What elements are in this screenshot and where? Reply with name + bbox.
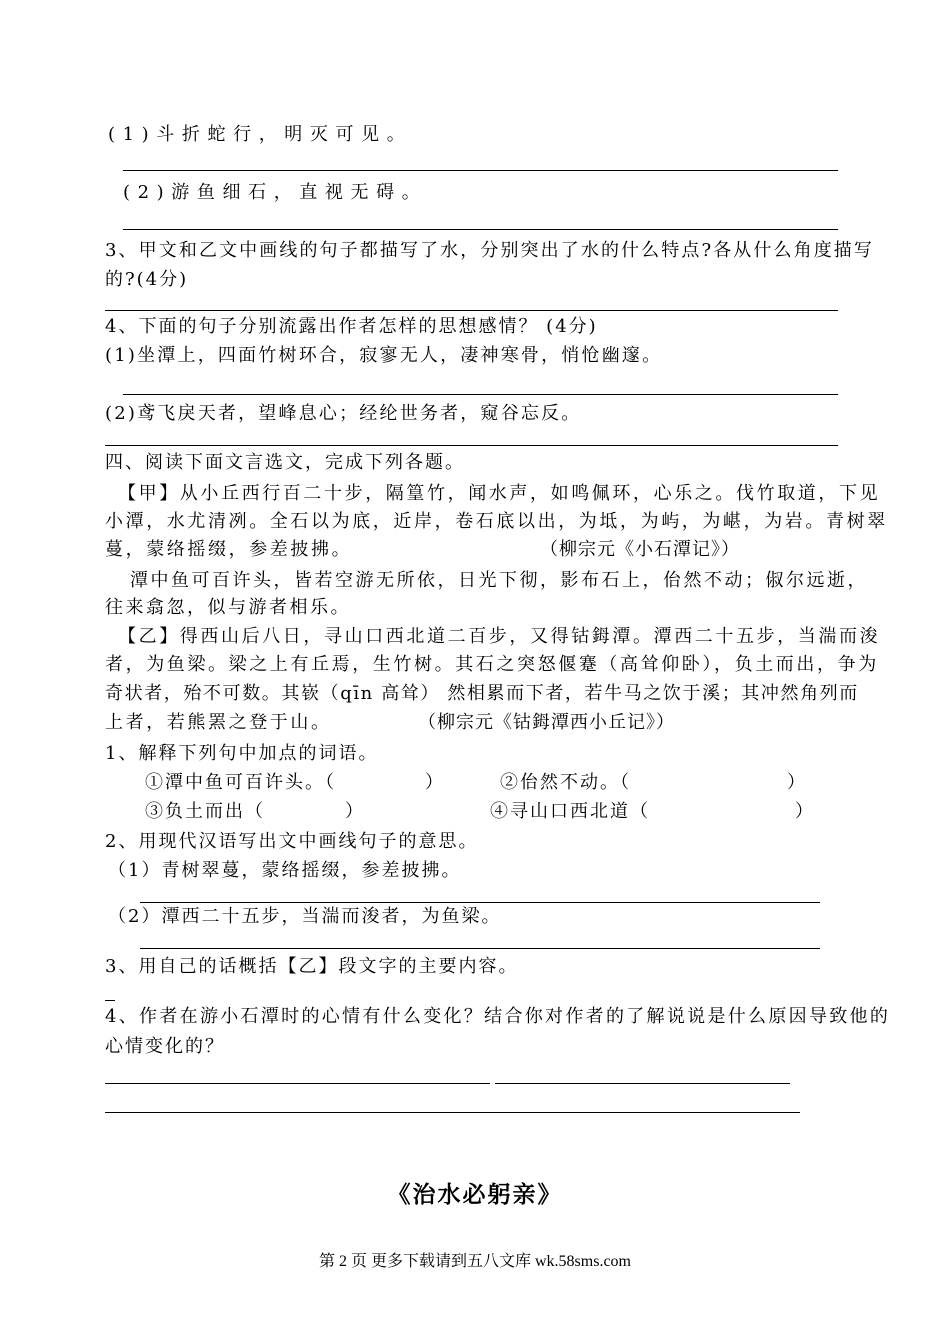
q1-item-2: ②佁然不动。（ [500,772,631,793]
answer-line[interactable] [140,902,820,903]
passage-jia-source: （柳宗元《小石潭记》） [540,539,740,560]
q1-blank-close[interactable]: ） [425,772,451,793]
passage-jia-line: 【甲】从小丘西行百二十步，隔篁竹，闻水声，如鸣佩环，心乐之。伐竹取道，下见 [118,483,881,504]
answer-line[interactable] [495,1083,790,1084]
answer-line[interactable] [105,1112,800,1113]
passage-yi-line: 【乙】得西山后八日，寻山口西北道二百步，又得钴鉧潭。潭西二十五步，当湍而浚 [118,626,881,647]
answer-dash [105,1000,115,1001]
prev-q2-item2: (2)游鱼细石，直视无碍。 [123,182,428,203]
question-1: 1、解释下列句中加点的词语。 [105,743,379,764]
page-footer: 第 2 页 更多下载请到五八文库 wk.58sms.com [318,1253,631,1270]
answer-line[interactable] [123,170,838,171]
q1-item-4: ④寻山口西北道（ [490,801,650,822]
answer-line[interactable] [123,394,838,395]
q1-item-3: ③负土而出（ [145,801,265,822]
passage-jia-line: 潭中鱼可百许头，皆若空游无所依，日光下彻，影布石上，佁然不动；俶尔远逝， [130,570,868,591]
q1-blank-close[interactable]: ） [795,801,821,822]
next-section-title: 《治水必躬亲》 [387,1181,563,1208]
passage-jia-line: 往来翕忽，似与游者相乐。 [105,597,351,618]
question-4-line2: 心情变化的？ [105,1036,225,1057]
q2-item-2: （2）潭西二十五步，当湍而浚者，为鱼梁。 [108,906,502,927]
passage-jia-line: 蔓，蒙络摇缀，参差披拂。 [105,539,353,560]
q2-item-1: （1）青树翠蔓，蒙络摇缀，参差披拂。 [108,860,462,881]
answer-line[interactable] [105,445,838,446]
answer-line[interactable] [105,1083,490,1084]
passage-yi-line: 奇状者，殆不可数。其嵚（qīn 高耸） 然相累而下者，若牛马之饮于溪；其冲然角列而 [105,683,859,704]
passage-jia-line: 小潭，水尤清冽。全石以为底，近岸，卷石底以出，为坻，为屿，为嵁，为岩。青树翠 [105,511,888,532]
passage-yi-source: （柳宗元《钴鉧潭西小丘记》） [418,712,675,733]
answer-line[interactable] [123,229,838,230]
passage-yi-line: 者，为鱼梁。梁之上有丘焉，生竹树。其石之突怒偃蹇（高耸仰卧），负土而出，争为 [105,654,879,675]
prev-q2-item1: (1)斗折蛇行，明灭可见。 [108,124,413,145]
prev-q3-line1: 3、甲文和乙文中画线的句子都描写了水，分别突出了水的什么特点?各从什么角度描写 [105,240,874,261]
section-heading: 四、阅读下面文言选文，完成下列各题。 [105,452,465,473]
prev-q4-item1: (1)坐潭上，四面竹树环合，寂寥无人，凄神寒骨，悄怆幽邃。 [105,345,663,366]
q1-blank-close[interactable]: ） [787,772,813,793]
q1-blank-close[interactable]: ） [345,801,371,822]
answer-line[interactable] [140,948,820,949]
question-4-line1: 4、作者在游小石潭时的心情有什么变化？结合你对作者的了解说说是什么原因导致他的 [105,1006,891,1027]
prev-q3-line2: 的?(4分) [105,269,189,290]
question-3: 3、用自己的话概括【乙】段文字的主要内容。 [105,956,519,977]
passage-yi-line: 上者，若熊罴之登于山。 [105,712,332,733]
prev-q4: 4、下面的句子分别流露出作者怎样的思想感情？ (4分) [105,316,598,337]
q1-item-1: ①潭中鱼可百许头。（ [145,772,336,793]
prev-q4-item2: (2)鸢飞戾天者，望峰息心；经纶世务者，窥谷忘反。 [105,403,582,424]
question-2: 2、用现代汉语写出文中画线句子的意思。 [105,831,479,852]
answer-line[interactable] [105,310,838,311]
